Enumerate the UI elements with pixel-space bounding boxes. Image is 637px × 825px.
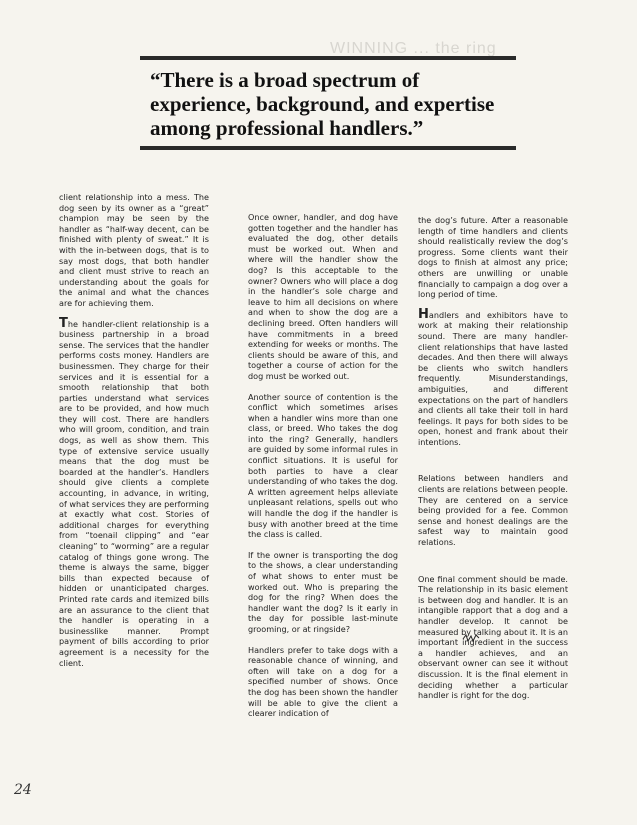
author-initials-mark: [462, 633, 480, 643]
paragraph: Handlers and exhibitors have to work at making their relationship sound. There are many handler-client relationships that have lasted decades. And then there will always be clients who switch handlers frequently. Misunderstandings, ambiguities, and different expectations on the part of handlers and clients all take their toll in hard feelings. It pays for both sides to be open, honest and frank about their intentions.: [418, 306, 568, 447]
paragraph: Handlers prefer to take dogs with a reasonable chance of winning, and often will take on a dog for a specified number of shows. Once the dog has been shown the handler will be able to give the client a clearer indication of: [248, 644, 398, 719]
paragraph: client relationship into a mess. The dog seen by its owner as a “great” champion may be seen by the handler as “half-way decent, can be finished with plenty of sweat.” It is with the in-between dogs, that is to say most dogs, that both handler and client must strive to reach an understanding about the goals for the animal and what the chances are for achieving them.: [59, 192, 209, 308]
page-number: 24: [14, 782, 32, 798]
paragraph: the dog’s future. After a reasonable length of time handlers and clients should realistically review the dog’s progress. Some clients want their dogs to finish at almost any price; others are unwilling or unable financially to campaign a dog over a long period of time.: [418, 215, 568, 300]
running-header-bleedthrough: WINNING ... the ring: [330, 40, 497, 57]
article-column-2: [248, 212, 398, 729]
paragraph: Once owner, handler, and dog have gotten together and the handler has evaluated the dog, other details must be worked out. When and where will the handler show the dog? Is this acceptable to the owner? Owners who will place a dog in the handler’s sole charge and leave to him all decisions on where and when to show the dog are a declining breed. Often handlers will have commitments in a breed extending for weeks or months. The clients should be aware of this, and together a course of action for the dog must be worked out.: [248, 212, 398, 381]
paragraph: The handler-client relationship is a business partnership in a broad sense. The services that the handler performs costs money. Handlers are businessmen. They charge for their services and it is essential for a smooth relationship that both parties understand what services are to be provided, and how much they will cost. There are handlers who will groom, condition, and train dogs, as well as show them. This type of extensive service usually means that the dog must be boarded at the handler’s. Handlers should give clients a complete accounting, in advance, in writing, of what services they are performing at exactly what cost. Stories of additional charges for everything from “toenail clipping” and “ear cleaning” to “worming” are a regular catalog of things gone wrong. The theme is always the same, bigger bills than expected because of hidden or unanticipated charges. Printed rate cards and itemized bills are an assurance to the client that the handler is operating in a businesslike manner. Prompt payment of bills according to prior agreement is a necessity for the client.: [59, 315, 209, 668]
paragraph: Relations between handlers and clients are relations between people. They are centered on a service being provided for a fee. Common sense and honest dealings are the safest way to maintain good relations.: [418, 473, 568, 548]
pull-quote: “There is a broad spectrum of experience, background, and expertise among professional handlers.”: [140, 56, 516, 150]
paragraph: Another source of contention is the conflict which sometimes arises when a handler wins more than one class, or breed. Who takes the dog into the ring? Generally, handlers are guided by some informal rules in conflict situations. It is useful for both parties to have a clear understanding of who takes the dog. A written agreement helps alleviate unpleasant relations, spells out who will handle the dog if the handler is busy with another breed at the time the class is called.: [248, 391, 398, 540]
paragraph: If the owner is transporting the dog to the shows, a clear understanding of what shows to enter must be worked out. Who is preparing the dog for the ring? When does the handler want the dog? Is it early in the day for possible last-minute grooming, or at ringside?: [248, 549, 398, 634]
paragraph: One final comment should be made. The relationship in its basic element is between dog and handler. It is an intangible rapport that a dog and a handler develop. It cannot be measured by talking about it. It is an important ingredient in the success a handler achieves, and an observant owner can see it without discussion. It is the final element in deciding whether a particular handler is right for the dog.: [418, 573, 568, 701]
article-column-3: [418, 215, 568, 711]
article-column-1: [59, 192, 209, 678]
